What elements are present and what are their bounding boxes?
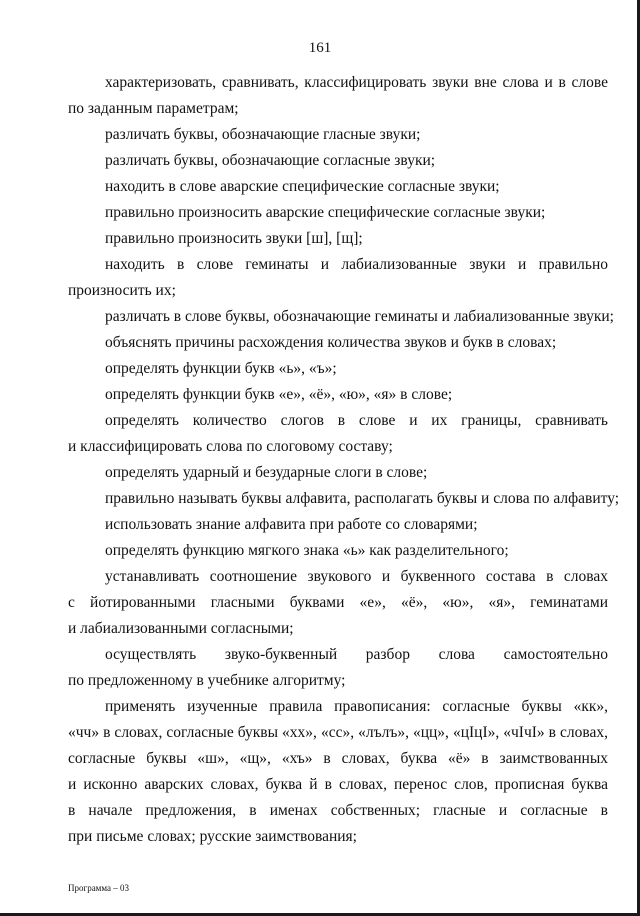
text-line: определять ударный и безударные слоги в слове; xyxy=(105,464,428,481)
text-line: определять функции букв «е», «ё», «ю», «я» в слове; xyxy=(105,386,453,403)
text-line: осуществлять звуко-буквенный разбор слова самостоятельно xyxy=(105,646,608,663)
footer-program-label: Программа – 03 xyxy=(68,883,130,893)
text-line: объяснять причины расхождения количества звуков и букв в словах; xyxy=(105,334,557,351)
text-line: различать буквы, обозначающие согласные звуки; xyxy=(105,152,436,169)
text-line: произносить их; xyxy=(68,282,176,299)
text-line: правильно произносить аварские специфические согласные звуки; xyxy=(105,204,546,221)
text-line: и классифицировать слова по слоговому составу; xyxy=(68,438,393,455)
text-line: при письме словах; русские заимствования; xyxy=(68,828,357,845)
text-line: определять функцию мягкого знака «ь» как разделительного; xyxy=(105,542,509,559)
text-line: характеризовать, сравнивать, классифицировать звуки вне слова и в слове xyxy=(105,74,608,91)
text-line: определять количество слогов в слове и их границы, сравнивать xyxy=(105,412,608,429)
text-line: «чч» в словах, согласные буквы «хх», «сс», «лълъ», «цц», «цIцI», «чIчI» в словах, xyxy=(68,724,608,741)
text-line: находить в слове аварские специфические согласные звуки; xyxy=(105,178,500,195)
text-line: различать буквы, обозначающие гласные звуки; xyxy=(105,126,421,143)
text-line: с йотированными гласными буквами «е», «ё», «ю», «я», геминатами xyxy=(68,594,608,611)
text-line: правильно называть буквы алфавита, располагать буквы и слова по алфавиту; xyxy=(105,490,620,507)
text-line: находить в слове геминаты и лабиализованные звуки и правильно xyxy=(105,256,608,273)
text-line: правильно произносить звуки [ш], [щ]; xyxy=(105,230,363,247)
text-line: устанавливать соотношение звукового и буквенного состава в словах xyxy=(105,568,608,585)
text-line: применять изученные правила правописания: согласные буквы «кк», xyxy=(105,698,608,715)
text-line: согласные буквы «ш», «щ», «хъ» в словах, буква «ё» в заимствованных xyxy=(68,750,608,767)
text-line: по заданным параметрам; xyxy=(68,100,239,117)
text-line: определять функции букв «ь», «ъ»; xyxy=(105,360,337,377)
text-line: и лабиализованными согласными; xyxy=(68,620,294,637)
text-line: различать в слове буквы, обозначающие геминаты и лабиализованные звуки; xyxy=(105,308,614,325)
text-line: использовать знание алфавита при работе со словарями; xyxy=(105,516,478,533)
page-content xyxy=(68,70,620,850)
text-line: и исконно аварских словах, буква й в словах, перенос слов, прописная буква xyxy=(68,776,608,793)
text-line: в начале предложения, в именах собственных; гласные и согласные в xyxy=(68,802,608,819)
text-line: по предложенному в учебнике алгоритму; xyxy=(68,672,346,689)
page-number: 161 xyxy=(308,40,332,56)
